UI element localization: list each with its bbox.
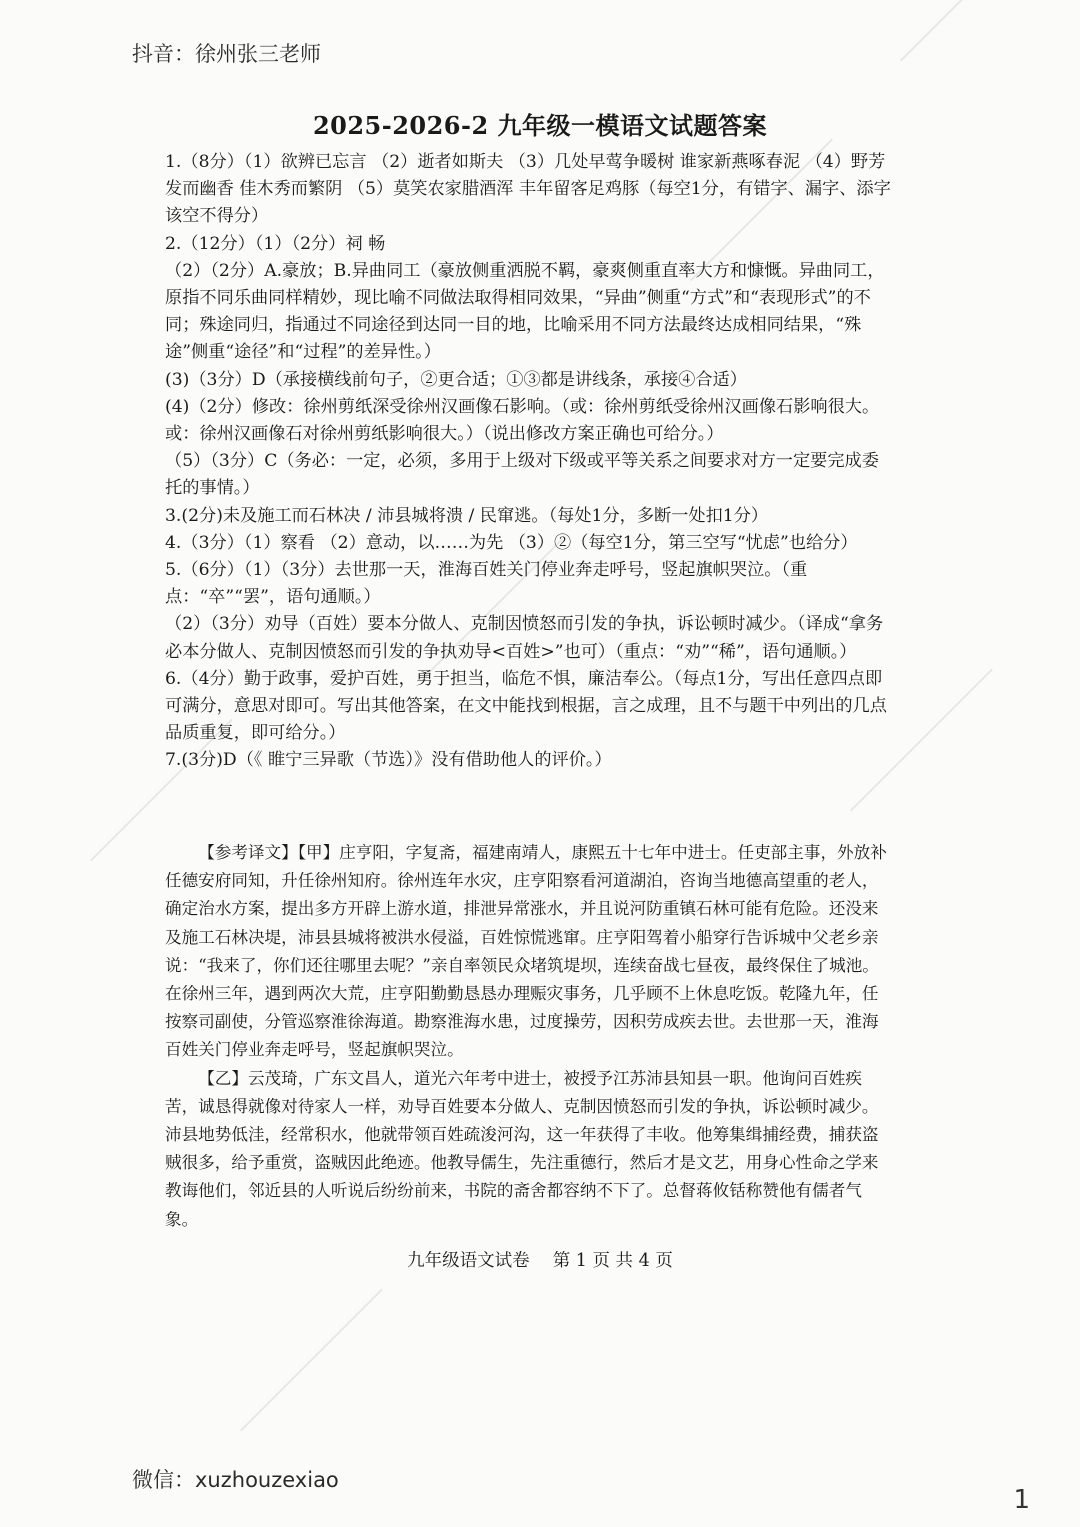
answer-4: 4.（3分）（1）察看 （2）意动，以……为先 （3）②（每空1分，第三空写“忧虑”也给分） (165, 532, 858, 553)
answer-5-2: （2）（3分）劝导（百姓）要本分做人、克制因愤怒而引发的争执，诉讼顿时减少。（译成“拿务必本分做人、克制因愤怒而引发的争执劝导<百姓>”也可）（重点：“劝”“稀”，语句通顺。） (165, 614, 884, 662)
answer-2-5: （5）（3分）C（务必：一定，必须，多用于上级对下级或平等关系之间要求对方一定要完成委托的事情。） (165, 451, 879, 499)
page-footer: 九年级语文试卷 第 1 页 共 4 页 (407, 1251, 673, 1271)
answer-2-3: (3)（3分）D（承接横线前句子，②更合适；①③都是讲线条，承接④合适） (165, 369, 747, 390)
watermark (240, 1289, 384, 1433)
reference-translation (165, 839, 893, 1234)
douyin-header: 抖音：徐州张三老师 (132, 42, 321, 66)
answer-1: 1.（8分）（1）欲辨已忘言 （2）逝者如斯夫 （3）几处早莺争暖树 谁家新燕啄春泥 （4）野芳发而幽香 佳木秀而繁阴 （5）莫笑农家腊酒浑 丰年留客足鸡豚（每空1分，有错字、漏字、添字该空不得分） (165, 152, 891, 227)
translation-yi: 【乙】云茂琦，广东文昌人，道光六年考中进士，被授予江苏沛县知县一职。他询问百姓疾苦，诚恳得就像对待家人一样，劝导百姓要本分做人、克制因愤怒而引发的争执，诉讼顿时减少。沛县地势低洼，经常积水，他就带领百姓疏浚河沟，这一年获得了丰收。他筹集缉捕经费，捕获盗贼很多，给予重赏，盗贼因此绝迹。他教导儒生，先注重德行，然后才是文艺，用身心性命之学来教诲他们，邻近县的人听说后纷纷前来，书院的斋舍都容纳不下了。总督蒋攸铦称赞他有儒者气象。 (165, 1068, 879, 1229)
answer-2-2: （2）（2分）A.豪放；B.异曲同工（豪放侧重洒脱不羁，豪爽侧重直率大方和慷慨。异曲同工，原指不同乐曲同样精妙，现比喻不同做法取得相同效果，“异曲”侧重“方式”和“表现形式”的不同；殊途同归，指通过不同途径到达同一目的地，比喻采用不同方法最终达成相同结果，“殊途”侧重“途径”和“过程”的差异性。） (165, 260, 885, 363)
answer-list (165, 149, 893, 775)
answer-2-4: (4)（2分）修改：徐州剪纸深受徐州汉画像石影响。（或：徐州剪纸受徐州汉画像石影响很大。或：徐州汉画像石对徐州剪纸影响很大。）（说出修改方案正确也可给分。） (165, 396, 880, 445)
answer-6: 6.（4分）勤于政事，爱护百姓，勇于担当，临危不惧，廉洁奉公。（每点1分，写出任意四点即可满分，意思对即可。写出其他答案，在文中能找到根据，言之成理，且不与题干中列出的几点品质重复，即可给分。） (165, 668, 887, 744)
answer-2-1: 2.（12分）（1）（2分）祠 畅 (165, 233, 386, 254)
answer-7: 7.(3分)D（《 睢宁三异歌（节选）》没有借助他人的评价。） (165, 750, 612, 771)
watermark (900, 0, 1002, 63)
page-title: 2025-2026-2 九年级一模语文试题答案 (312, 111, 768, 140)
answer-3: 3.(2分)未及施工而石林决 / 沛县城将溃 / 民窜逃。（每处1分，多断一处扣1分） (165, 505, 769, 526)
wechat-footer: 微信：xuzhouzexiao (132, 1468, 339, 1492)
translation-jia: 【参考译文】【甲】庄亨阳，字复斋，福建南靖人，康熙五十七年中进士。任吏部主事，外放补任德安府同知，升任徐州知府。徐州连年水灾，庄亨阳察看河道湖泊，咨询当地德高望重的老人，确定治水方案，提出多方开辟上游水道，排泄异常涨水，并且说河防重镇石林可能有危险。还没来及施工石林决堤，沛县县城将被洪水侵溢，百姓惊慌逃窜。庄亨阳驾着小船穿行告诉城中父老乡亲说：“我来了，你们还往哪里去呢？”亲自率领民众堵筑堤坝，连续奋战七昼夜，最终保住了城池。在徐州三年，遇到两次大荒，庄亨阳勤勤恳恳办理赈灾事务，几乎顾不上休息吃饭。乾隆九年，任按察司副使，分管巡察淮徐海道。勘察淮海水患，过度操劳，因积劳成疾去世。去世那一天，淮海百姓关门停业奔走呼号，竖起旗帜哭泣。 (165, 843, 887, 1060)
answer-5-1: 5.（6分）（1）（3分）去世那一天，淮海百姓关门停业奔走呼号，竖起旗帜哭泣。（重点：“卒”“罢”，语句通顺。） (165, 560, 808, 608)
page-number: 1 (1013, 1485, 1030, 1515)
